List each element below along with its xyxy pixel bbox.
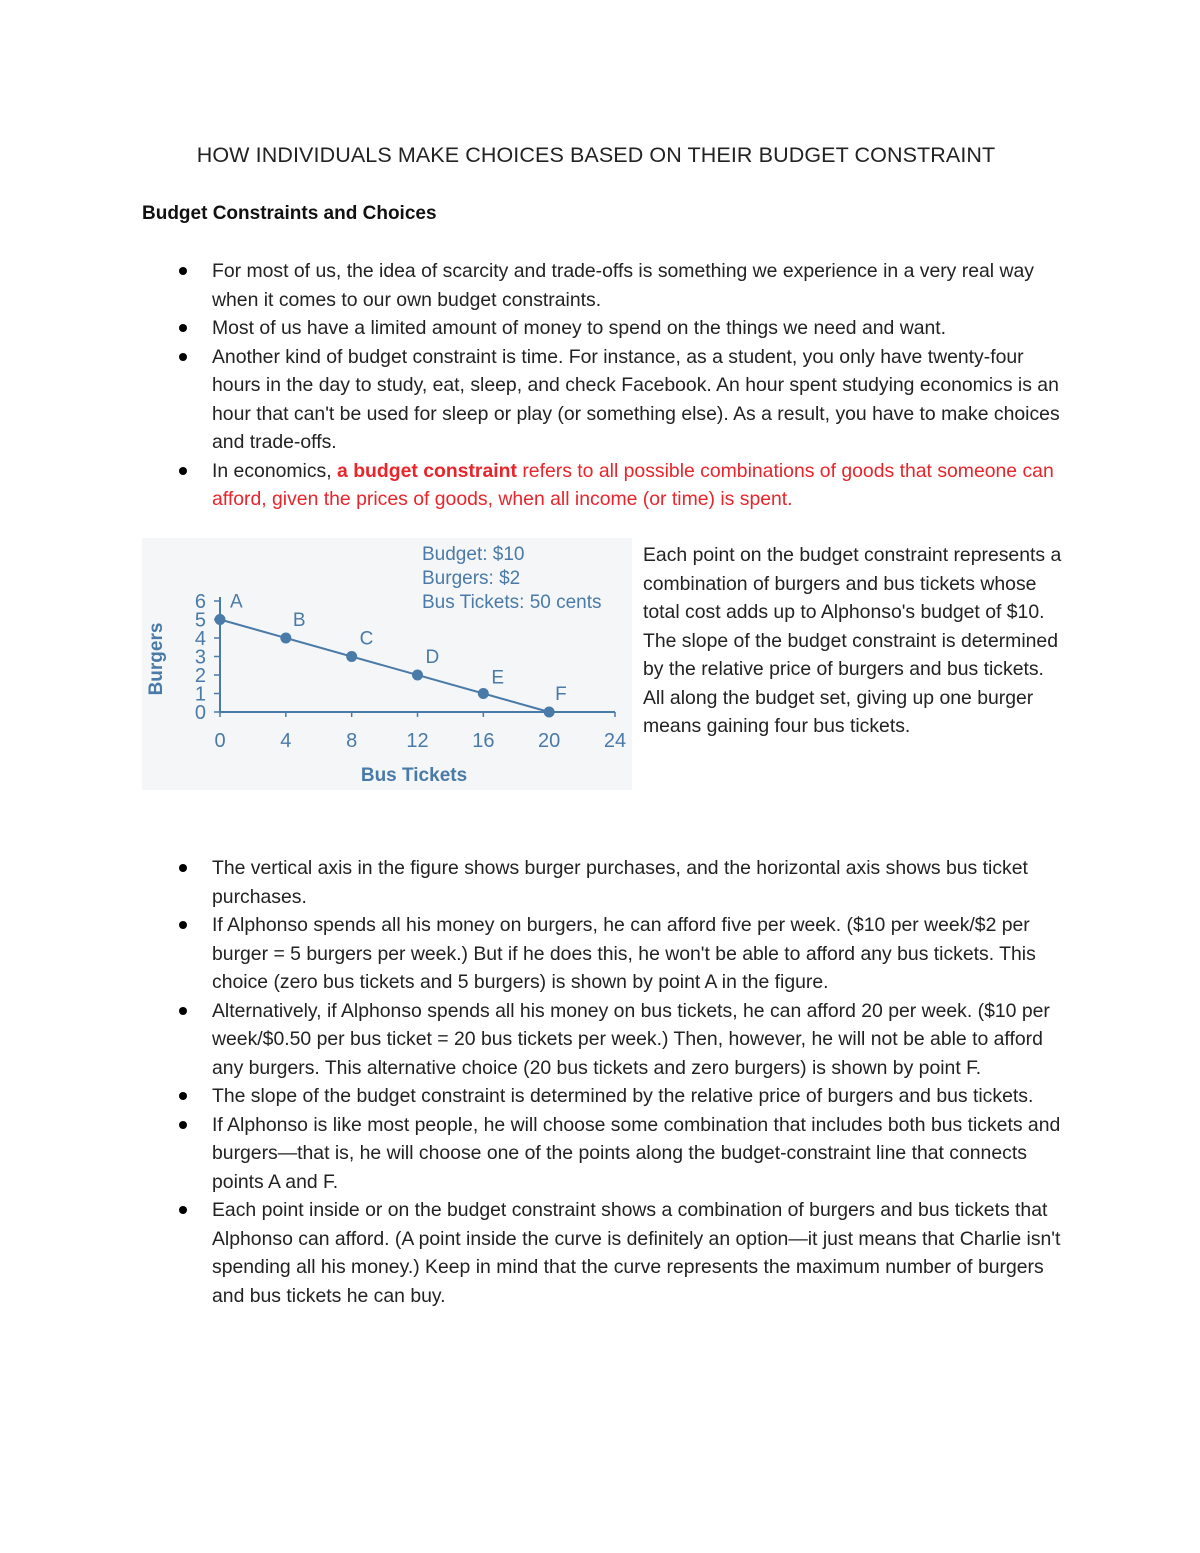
- bullet-icon: [179, 467, 187, 475]
- definition-text: refers to all possible combinations of goods that someone can afford, given the prices of goods, when all income (or time) is spent.: [212, 459, 1054, 510]
- bullet-text: The slope of the budget constraint is determined by the relative price of burgers and bus tickets.: [212, 1085, 1034, 1107]
- x-tick-label: 12: [406, 730, 429, 752]
- data-point-c: [346, 651, 357, 662]
- y-tick-label: 4: [194, 628, 206, 650]
- list-item: [142, 911, 1062, 997]
- y-tick-label: 0: [194, 702, 206, 724]
- bullet-icon: [179, 1121, 187, 1129]
- point-label-e: E: [491, 667, 505, 689]
- x-tick-label: 20: [538, 730, 561, 752]
- point-label-b: B: [292, 610, 306, 631]
- y-axis-label: Burgers: [146, 622, 167, 696]
- bullet-icon: [179, 324, 187, 332]
- figure-caption: Each point on the budget constraint represents a combination of burgers and bus tickets whose total cost adds up to Alphonso's budget of $10. The slope of the budget constraint is determined by the relative price of burgers and bus tickets. All along the budget set, giving up one burger means gaining four bus tickets.: [643, 544, 1062, 737]
- x-tick-label: 4: [280, 730, 292, 752]
- list-item: [142, 314, 1062, 343]
- x-tick-label: 24: [603, 730, 627, 752]
- bullet-text: For most of us, the idea of scarcity and trade-offs is something we experience in a very real way when it comes to our own budget constraints.: [212, 260, 1034, 311]
- y-tick-label: 3: [194, 646, 206, 669]
- list-item: [142, 457, 1062, 514]
- list-item: [142, 343, 1062, 457]
- bullet-list-explanation: [142, 854, 1062, 1310]
- page-title: HOW INDIVIDUALS MAKE CHOICES BASED ON THEIR BUDGET CONSTRAINT: [196, 143, 996, 167]
- bullet-text: If Alphonso spends all his money on burgers, he can afford five per week. ($10 per week/$2 per burger = 5 burgers per week.) But if he does this, he won't be able to afford any bus tickets. This choice (zero bus tickets and 5 burgers) is shown by point A in the figure.: [212, 914, 1036, 993]
- bullet-text: Alternatively, if Alphonso spends all his money on bus tickets, he can afford 20 per week. ($10 per week/$0.50 per bus ticket = 20 bus tickets per week.) Then, however, he will not be able to afford any burgers. This alternative choice (20 bus tickets and zero burgers) is shown by point F.: [212, 999, 1050, 1079]
- bullet-text: Each point inside or on the budget constraint shows a combination of burgers and bus tickets that Alphonso can afford. (A point inside the curve is definitely an option—it just means that Charlie isn't spending all his money.) Keep in mind that the curve represents the maximum number of burgers and bus tickets he can buy.: [212, 1199, 1061, 1307]
- data-point-e: [478, 688, 489, 699]
- bullet-text: If Alphonso is like most people, he will choose some combination that includes both bus tickets and burgers—that is, he will choose one of the points along the budget-constraint line that connects points A and F.: [212, 1113, 1061, 1193]
- chart-annotation: Burgers: $2: [422, 568, 521, 589]
- x-axis-label: Bus Tickets: [360, 765, 468, 786]
- bullet-icon: [179, 921, 187, 929]
- bullet-icon: [179, 267, 187, 275]
- data-point-f: [544, 707, 555, 718]
- chart-annotation: Budget: $10: [422, 544, 525, 565]
- list-item: [142, 1082, 1062, 1111]
- data-point-b: [280, 633, 291, 644]
- data-point-a: [215, 614, 226, 625]
- budget-constraint-chart: [142, 538, 632, 790]
- y-tick-label: 6: [194, 591, 206, 613]
- list-item: [142, 1111, 1062, 1197]
- bullet-text: Another kind of budget constraint is time. For instance, as a student, you only have twenty-four hours in the day to study, eat, sleep, and check Facebook. An hour spent studying economics is an hour that can't be used for sleep or play (or something else). As a result, you have to make choices and trade-offs.: [212, 345, 1060, 453]
- list-item: [142, 1196, 1062, 1310]
- bullet-text: In economics,: [212, 459, 338, 482]
- bullet-icon: [179, 1007, 187, 1015]
- bullet-icon: [179, 864, 187, 872]
- bullet-text: The vertical axis in the figure shows burger purchases, and the horizontal axis shows bus ticket purchases.: [212, 857, 1028, 908]
- x-tick-label: 16: [472, 730, 495, 752]
- definition-term: a budget constraint: [337, 459, 517, 482]
- point-label-f: F: [555, 684, 567, 705]
- bullet-icon: [179, 1092, 187, 1100]
- chart-annotation: Bus Tickets: 50 cents: [422, 592, 602, 613]
- chart-background: [142, 538, 632, 790]
- chart-svg: [142, 538, 632, 790]
- list-item: [142, 997, 1062, 1083]
- point-label-c: C: [359, 628, 374, 650]
- data-point-d: [412, 670, 423, 681]
- y-tick-label: 5: [194, 609, 206, 632]
- list-item: [142, 257, 1062, 314]
- bullet-icon: [179, 1206, 187, 1214]
- bullet-icon: [179, 353, 187, 361]
- section-heading: Budget Constraints and Choices: [142, 203, 437, 224]
- bullet-list-intro: [142, 257, 1062, 514]
- point-label-d: D: [425, 647, 440, 668]
- list-item: [142, 854, 1062, 911]
- y-tick-label: 2: [194, 665, 206, 687]
- x-tick-label: 8: [346, 730, 358, 752]
- point-label-a: A: [230, 591, 243, 613]
- y-tick-label: 1: [194, 683, 206, 706]
- bullet-text: Most of us have a limited amount of money to spend on the things we need and want.: [212, 317, 947, 339]
- x-tick-label: 0: [214, 730, 226, 752]
